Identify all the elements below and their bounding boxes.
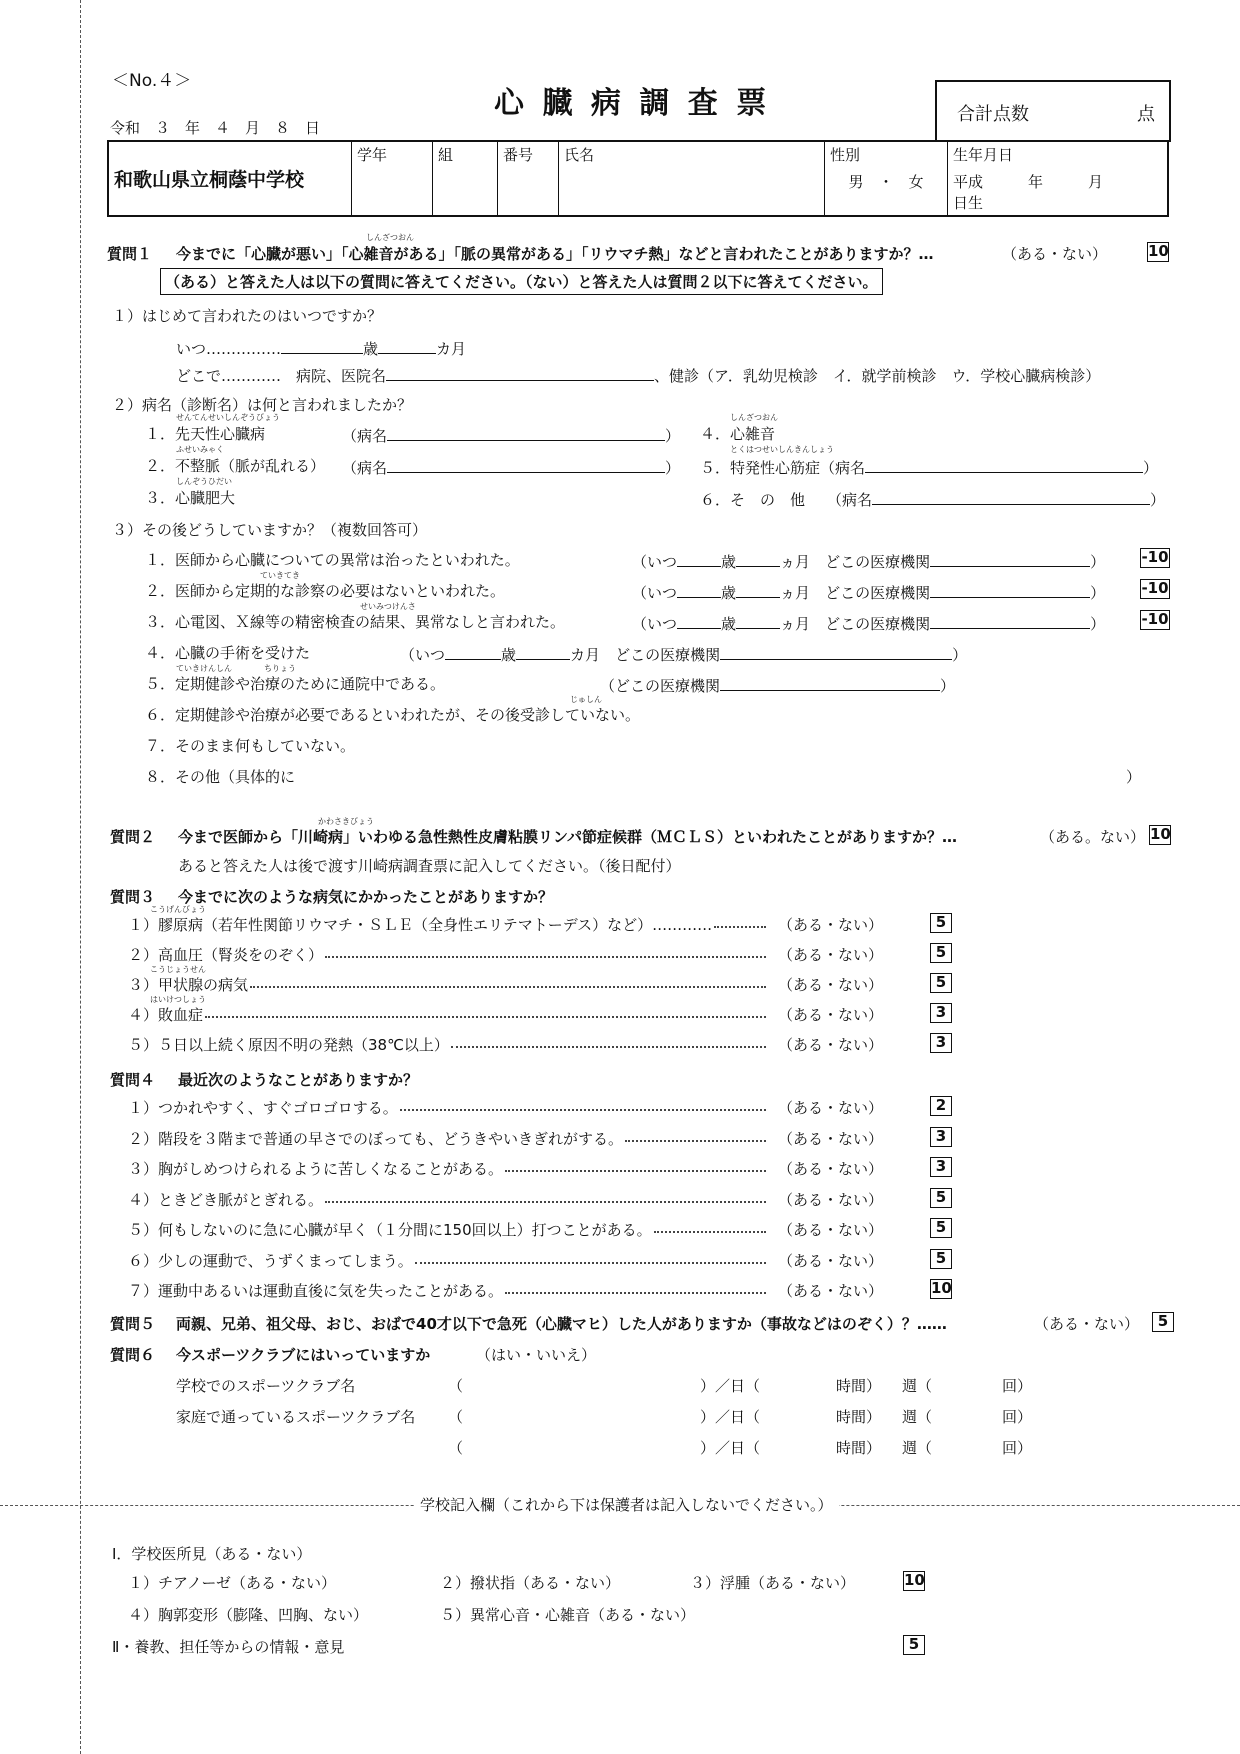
q3-label: 質問３ — [110, 888, 156, 906]
diagnosis-1-name — [342, 423, 680, 446]
q1-checkup-label: 、健診（ア．乳幼児検診 イ．就学前検診 ウ．学校心臓病検診） — [654, 367, 1101, 385]
q3-item-points: 3 — [930, 1003, 952, 1023]
followup-3-age-input[interactable] — [677, 611, 721, 629]
sex-label: 性別 — [830, 146, 861, 164]
age-unit: 歳 — [721, 615, 737, 633]
furigana-haiketsu: はいけつしょう — [150, 995, 206, 1004]
close-paren: ） — [665, 427, 681, 445]
diagnosis-6-label: ６．そ の 他 — [700, 491, 806, 509]
fold-line-vertical — [80, 0, 81, 1754]
followup-1-month-input[interactable] — [736, 549, 780, 567]
month-unit: カ月 — [570, 646, 601, 664]
leader-dots — [625, 1128, 766, 1142]
institution-label: （どこの医療機関 — [600, 677, 721, 695]
q4-item[interactable] — [128, 1219, 768, 1240]
sex-cell[interactable] — [825, 141, 948, 216]
leader-dots — [325, 944, 766, 958]
club-week: 週（ — [902, 1439, 933, 1457]
finding-chest-deformity[interactable]: ４）胸郭変形（膨隆、凹胸、ない） — [128, 1606, 369, 1624]
followup-1-points: -10 — [1141, 548, 1169, 566]
furigana-chiryou: ちりょう — [264, 664, 296, 673]
disease-name-label: （病名 — [342, 427, 388, 445]
q3-item-text: ５）５日以上続く原因不明の発熱（38℃以上） — [128, 1036, 449, 1054]
followup-3-detail — [632, 611, 1105, 634]
q5-points: 5 — [1152, 1312, 1174, 1332]
school-doctor-findings[interactable]: Ⅰ．学校医所見（ある・ない） — [112, 1545, 312, 1563]
club-times: 回） — [1002, 1377, 1033, 1395]
q3-item-answer[interactable]: （ある・ない） — [778, 976, 884, 994]
page-title: 心 臓 病 調 査 票 — [494, 86, 771, 121]
q3-item-points: 5 — [930, 943, 952, 963]
q1-points: 10 — [1148, 242, 1169, 260]
sex-options: 男 ・ 女 — [848, 173, 924, 191]
teacher-info-points: 5 — [903, 1635, 925, 1655]
q3-item-points: 5 — [930, 913, 952, 933]
followup-4-detail — [400, 642, 967, 665]
furigana-kougen: こうげんびょう — [150, 905, 206, 914]
q4-item-points: 3 — [930, 1157, 952, 1177]
club-times: 回） — [1002, 1439, 1033, 1457]
name-cell[interactable]: 氏名 — [559, 141, 825, 216]
followup-8[interactable]: ８．その他（具体的に — [145, 768, 296, 786]
club-week: 週（ — [902, 1408, 933, 1426]
followup-1-detail — [632, 549, 1105, 572]
student-info-table — [107, 140, 1169, 217]
q1-sub1: １）はじめて言われたのはいつですか？ — [112, 307, 383, 325]
q4-item-text: ６）少しの運動で、うずくまってしまう。 — [128, 1252, 413, 1270]
q1-instruction: （ある）と答えた人は以下の質問に答えてください。（ない）と答えた人は質問２以下に答えてください。 — [160, 268, 883, 295]
followup-3-institution-input[interactable] — [930, 611, 1090, 629]
q4-item-answer[interactable]: （ある・ない） — [778, 1099, 884, 1117]
institution-label: どこの医療機関 — [825, 553, 931, 571]
q3-text: 今までに次のような病気にかかったことがありますか？ — [178, 888, 554, 906]
q4-item[interactable] — [128, 1189, 768, 1210]
q4-item-text: ３）胸がしめつけられるように苦しくなることがある。 — [128, 1160, 504, 1178]
club-name-open: （ — [448, 1439, 464, 1457]
finding-heart-murmur[interactable]: ５）異常心音・心雑音（ある・ない） — [440, 1606, 696, 1624]
q2-label: 質問２ — [110, 828, 156, 846]
club-week: 週（ — [902, 1377, 933, 1395]
club-hours: 時間） — [836, 1408, 882, 1426]
followup-8-close: ） — [1126, 768, 1142, 786]
q4-item-answer[interactable]: （ある・ない） — [778, 1160, 884, 1178]
q3-item[interactable] — [128, 914, 768, 935]
disease-name-label: （病名 — [827, 491, 873, 509]
q4-item-points: 5 — [930, 1218, 952, 1238]
q4-item-points: 3 — [930, 1127, 952, 1147]
followup-3-month-input[interactable] — [736, 611, 780, 629]
furigana-koujousen: こうじょうせん — [150, 965, 206, 974]
q4-text: 最近次のようなことがありますか？ — [178, 1071, 419, 1089]
q4-item[interactable] — [128, 1097, 768, 1118]
q3-item[interactable] — [128, 974, 768, 995]
q4-item-points: 5 — [930, 1249, 952, 1269]
leader-dots — [451, 1034, 766, 1048]
club-hours: 時間） — [836, 1377, 882, 1395]
club-name-open: （ — [448, 1408, 464, 1426]
leader-dots — [325, 1189, 766, 1203]
club-per-day: ）／日（ — [700, 1439, 761, 1457]
q4-item-text: ４）ときどき脈がとぎれる。 — [128, 1191, 324, 1209]
q4-item[interactable] — [128, 1280, 768, 1301]
furigana-jushin: じゅしん — [570, 695, 602, 704]
q3-item-answer[interactable]: （ある・ない） — [778, 1036, 884, 1054]
followup-6[interactable]: ６．定期健診や治療が必要であるといわれたが、その後受診していない。 — [145, 706, 641, 724]
q1-when-label: いつ…………… — [176, 340, 282, 358]
q4-item-answer[interactable]: （ある・ない） — [778, 1282, 884, 1300]
close-paren: ） — [665, 459, 681, 477]
club-name-open: （ — [448, 1377, 464, 1395]
leader-dots — [714, 914, 766, 928]
q5-answer[interactable]: （ある・ない） — [1034, 1315, 1140, 1333]
furigana-teikiteki: ていきてき — [260, 571, 300, 580]
institution-label: どこの医療機関 — [615, 646, 721, 664]
q1-where-label: どこで………… 病院、医院名 — [176, 367, 387, 385]
furigana-seimitsu: せいみつけんさ — [360, 602, 416, 611]
followup-7[interactable]: ７．そのまま何もしていない。 — [145, 737, 356, 755]
q3-item-text: ４）敗血症 — [128, 1006, 204, 1024]
q3-item-text: １）膠原病（若年性関節リウマチ・ＳＬＥ（全身性エリテマトーデス）など）………… — [128, 916, 713, 934]
followup-4[interactable]: ４．心臓の手術を受けた — [145, 644, 311, 662]
q6-label: 質問６ — [110, 1346, 156, 1364]
q1-answer[interactable]: （ある・ない） — [1002, 245, 1108, 263]
grade-cell[interactable]: 学年 — [352, 141, 433, 216]
diagnosis-1-input[interactable] — [387, 423, 665, 441]
q5-text: 両親、兄弟、祖父母、おじ、おばで40才以下で急死（心臓マヒ）した人がありますか（事故などはのぞく）？…… — [176, 1315, 947, 1333]
close-paren: ） — [1090, 615, 1106, 633]
furigana-shinzouhidai: しんぞうひだい — [176, 477, 232, 486]
q3-item-points: 5 — [930, 973, 952, 993]
diagnosis-2-input[interactable] — [387, 455, 665, 473]
q4-item[interactable] — [128, 1158, 768, 1179]
leader-dots — [415, 1250, 766, 1264]
month-unit: ヵ月 — [780, 615, 811, 633]
q1-where-row — [176, 363, 1100, 386]
total-score-label: 合計点数 — [957, 104, 1029, 125]
followup-4-institution-input[interactable] — [720, 642, 952, 660]
teacher-info[interactable]: Ⅱ・養教、担任等からの情報・意見 — [112, 1638, 345, 1656]
q4-item-points: 2 — [930, 1096, 952, 1116]
q1-text: 今までに「心臓が悪い」「心雑音がある」「脈の異常がある」「リウマチ熱」などと言われたことがありますか？… — [176, 245, 934, 263]
q6-text: 今スポーツクラブにはいっていますか — [176, 1346, 431, 1364]
school-section-title: 学校記入欄（これから下は保護者は記入しないでください。） — [414, 1494, 839, 1515]
q4-item-text: ５）何もしないのに急に心臓が早く（１分間に150回以上）打つことがある。 — [128, 1221, 652, 1239]
q3-item-answer[interactable]: （ある・ない） — [778, 946, 884, 964]
q4-item-answer[interactable]: （ある・ない） — [778, 1130, 884, 1148]
birthdate-cell[interactable] — [948, 141, 1169, 216]
q3-item-answer[interactable]: （ある・ない） — [778, 1006, 884, 1024]
q4-item-text: １）つかれやすく、すぐゴロゴロする。 — [128, 1099, 398, 1117]
diagnosis-3[interactable]: ３．心臓肥大 — [145, 489, 236, 507]
q2-points: 10 — [1150, 825, 1171, 843]
furigana-shinzatsuon-2: しんざつおん — [730, 413, 778, 422]
q3-item-text: ３）甲状腺の病気 — [128, 976, 249, 994]
followup-2-points: -10 — [1141, 579, 1169, 597]
furigana-sentensei: せんてんせいしんぞうびょう — [176, 413, 280, 422]
form-date: 令和 ３ 年 ４ 月 ８ 日 — [110, 119, 321, 137]
q2-note: あると答えた人は後で渡す川崎病調査票に記入してください。（後日配付） — [178, 857, 681, 875]
close-paren: ） — [1090, 584, 1106, 602]
diagnosis-5[interactable] — [700, 455, 1158, 478]
when-label: （いつ — [400, 646, 446, 664]
q3-item-answer[interactable]: （ある・ない） — [778, 916, 884, 934]
followup-1[interactable]: １．医師から心臓についての異常は治ったといわれた。 — [145, 551, 520, 569]
q4-item-text: ２）階段を３階まで普通の早さでのぼっても、どうきやいきぎれがする。 — [128, 1130, 624, 1148]
close-paren: ） — [952, 646, 968, 664]
q6-row1-label: 学校でのスポーツクラブ名 — [176, 1377, 356, 1395]
club-hours: 時間） — [836, 1439, 882, 1457]
age-unit: 歳 — [721, 584, 737, 602]
furigana-fuseimyaku: ふせいみゃく — [176, 445, 224, 454]
q4-item-points: 5 — [930, 1188, 952, 1208]
disease-name-label: （病名 — [342, 459, 388, 477]
q1-label: 質問１ — [107, 245, 153, 263]
q1-sub2: ２）病名（診断名）は何と言われましたか？ — [112, 396, 413, 414]
total-score-unit: 点 — [1137, 104, 1155, 125]
followup-5-detail — [600, 673, 955, 696]
q3-item[interactable] — [128, 944, 768, 965]
q6-answer[interactable]: （はい・いいえ） — [476, 1346, 597, 1364]
when-label: （いつ — [632, 584, 678, 602]
club-per-day: ）／日（ — [700, 1408, 761, 1426]
q6-row2-label: 家庭で通っているスポーツクラブ名 — [176, 1408, 416, 1426]
q1-sub3: ３）その後どうしていますか？（複数回答可） — [112, 521, 428, 539]
q4-item-points: 10 — [931, 1279, 952, 1297]
q3-item-points: 3 — [930, 1033, 952, 1053]
followup-2-detail — [632, 580, 1105, 603]
followup-2-month-input[interactable] — [736, 580, 780, 598]
diagnosis-1[interactable]: １．先天性心臓病 — [145, 425, 266, 443]
age-unit: 歳 — [721, 553, 737, 571]
followup-5[interactable]: ５．定期健診や治療のために通院中である。 — [145, 675, 446, 693]
q2-text: 今まで医師から「川崎病」いわゆる急性熱性皮膚粘膜リンパ節症候群（ＭＣＬＳ）といわれたことがありますか？… — [178, 828, 957, 846]
q4-item-answer[interactable]: （ある・ない） — [778, 1221, 884, 1239]
club-per-day: ）／日（ — [700, 1377, 761, 1395]
leader-dots — [250, 974, 766, 988]
q3-item[interactable] — [128, 1034, 768, 1055]
month-unit: ヵ月 — [780, 584, 811, 602]
q5-label: 質問５ — [110, 1315, 156, 1333]
leader-dots — [654, 1219, 766, 1233]
followup-3-points: -10 — [1141, 610, 1169, 628]
diagnosis-5-label: ５．特発性心筋症 — [700, 459, 821, 477]
class-cell[interactable]: 組 — [433, 141, 498, 216]
q1-when-row — [176, 336, 466, 359]
diagnosis-2[interactable]: ２．不整脈（脈が乱れる） — [145, 457, 326, 475]
finding-edema[interactable]: ３）浮腫（ある・ない） — [690, 1574, 856, 1592]
furigana-shinzatsuon: しんざつおん — [366, 233, 414, 242]
q4-item-answer[interactable]: （ある・ない） — [778, 1191, 884, 1209]
close-paren: ） — [1143, 459, 1159, 477]
leader-dots — [505, 1280, 766, 1294]
q2-answer[interactable]: （ある。ない） — [1040, 828, 1146, 846]
leader-dots — [505, 1158, 766, 1172]
close-paren: ） — [1090, 553, 1106, 571]
leader-dots — [205, 1004, 766, 1018]
furigana-kawasaki: かわさきびょう — [318, 817, 374, 826]
followup-3[interactable]: ３．心電図、Ｘ線等の精密検査の結果、異常なしと言われた。 — [145, 613, 566, 631]
q1-hospital-input[interactable] — [386, 363, 654, 381]
form-number: ＜No.４＞ — [112, 71, 192, 91]
followup-2-age-input[interactable] — [677, 580, 721, 598]
school-name: 和歌山県立桐蔭中学校 — [108, 141, 352, 216]
institution-label: どこの医療機関 — [825, 584, 931, 602]
followup-2[interactable]: ２．医師から定期的な診察の必要はないといわれた。 — [145, 582, 506, 600]
q3-item-text: ２）高血圧（腎炎をのぞく） — [128, 946, 324, 964]
age-unit: 歳 — [501, 646, 517, 664]
q1-age-unit: 歳 — [363, 340, 379, 358]
total-score-box — [935, 80, 1171, 142]
when-label: （いつ — [632, 615, 678, 633]
diagnosis-5-input[interactable] — [865, 455, 1143, 473]
followup-1-institution-input[interactable] — [930, 549, 1090, 567]
furigana-tokuhatsusei: とくはつせいしんきんしょう — [730, 445, 834, 454]
close-paren: ） — [940, 677, 956, 695]
q4-label: 質問４ — [110, 1071, 156, 1089]
leader-dots — [400, 1097, 766, 1111]
number-cell[interactable]: 番号 — [498, 141, 559, 216]
club-times: 回） — [1002, 1408, 1033, 1426]
close-paren: ） — [1150, 491, 1166, 509]
disease-name-label: （病名 — [820, 459, 866, 477]
q3-item[interactable] — [128, 1004, 768, 1025]
followup-4-age-input[interactable] — [445, 642, 501, 660]
finding-clubbing[interactable]: ２）撥状指（ある・ない） — [440, 1574, 621, 1592]
institution-label: どこの医療機関 — [825, 615, 931, 633]
followup-4-month-input[interactable] — [516, 642, 570, 660]
q1-month-input[interactable] — [378, 336, 436, 354]
q4-item-text: ７）運動中あるいは運動直後に気を失ったことがある。 — [128, 1282, 504, 1300]
diagnosis-2-name — [342, 455, 680, 478]
followup-5-institution-input[interactable] — [720, 673, 940, 691]
birthdate-label: 生年月日 — [953, 146, 1014, 164]
findings-points: 10 — [904, 1571, 925, 1589]
q1-age-input[interactable] — [281, 336, 363, 354]
finding-cyanosis[interactable]: １）チアノーゼ（ある・ない） — [128, 1574, 337, 1592]
diagnosis-6-input[interactable] — [872, 487, 1150, 505]
when-label: （いつ — [632, 553, 678, 571]
diagnosis-6[interactable] — [700, 487, 1165, 510]
q4-item[interactable] — [128, 1128, 768, 1149]
q1-month-unit: カ月 — [436, 340, 467, 358]
q4-item[interactable] — [128, 1250, 768, 1271]
furigana-teikikenshin: ていきけんしん — [176, 664, 232, 673]
birthdate-fields: 平成 年 月 日生 — [953, 173, 1149, 212]
month-unit: ヵ月 — [780, 553, 811, 571]
diagnosis-4[interactable]: ４．心雑音 — [700, 425, 776, 443]
q4-item-answer[interactable]: （ある・ない） — [778, 1252, 884, 1270]
followup-1-age-input[interactable] — [677, 549, 721, 567]
followup-2-institution-input[interactable] — [930, 580, 1090, 598]
